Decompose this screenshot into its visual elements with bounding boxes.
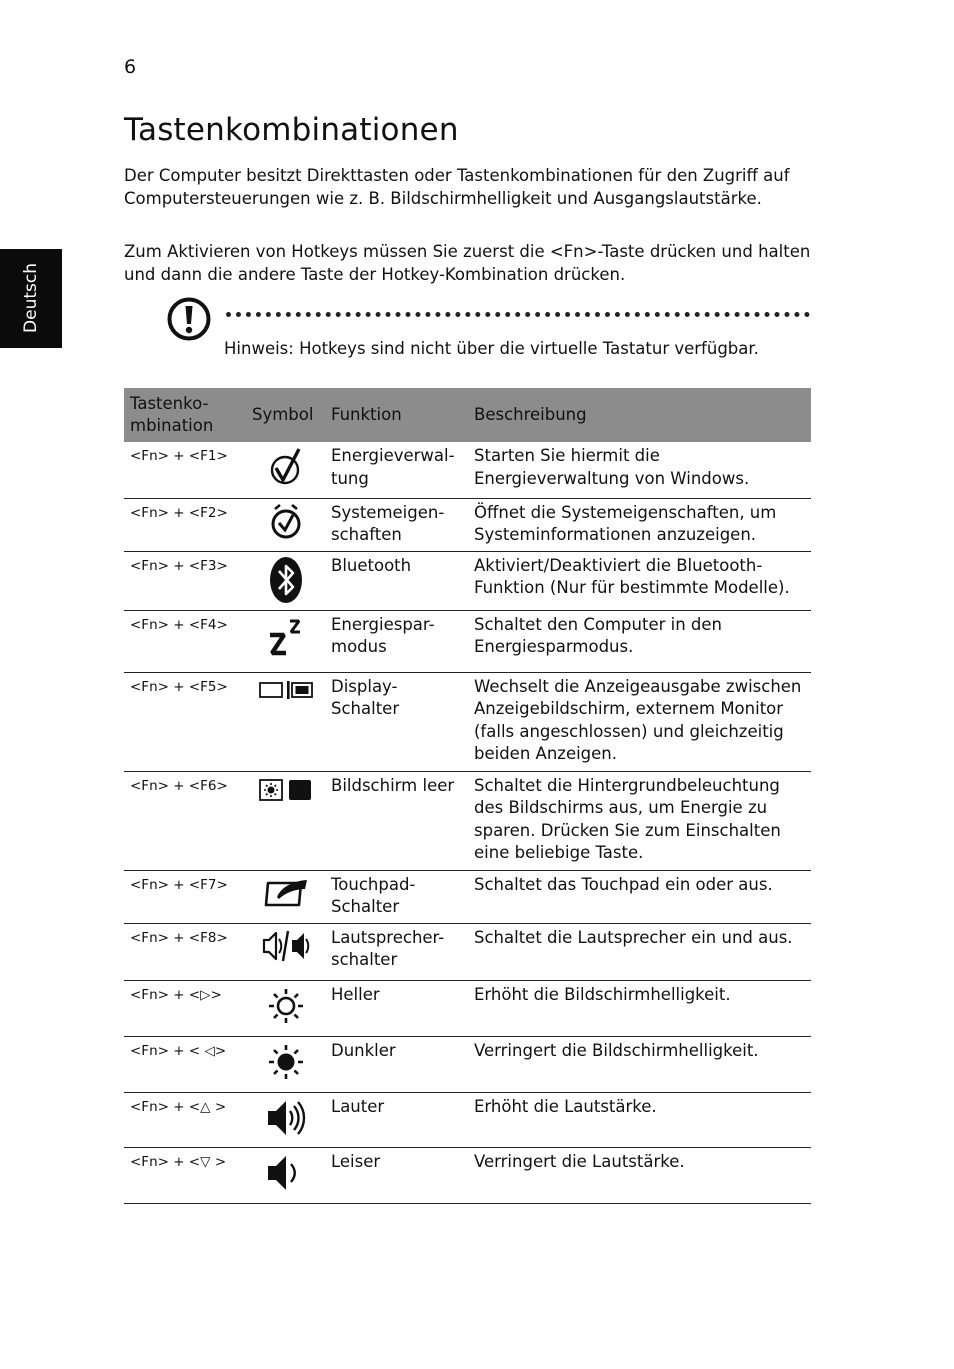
row-description: Erhöht die Lautstärke. bbox=[468, 1092, 811, 1147]
row-key: <Fn> + <F1> bbox=[124, 442, 246, 498]
row-key: <Fn> + <F3> bbox=[124, 551, 246, 610]
bluetooth-icon bbox=[269, 556, 303, 604]
hotkey-paragraph bbox=[124, 240, 814, 286]
touchpad-toggle-icon bbox=[263, 875, 309, 909]
row-key: <Fn> + <▽ > bbox=[124, 1147, 246, 1203]
speaker-toggle-icon bbox=[261, 928, 311, 964]
screen-blank-icon bbox=[258, 776, 314, 804]
row-function: Display- Schalter bbox=[325, 672, 468, 771]
hotkey-text-start: Zum Aktivieren von Hotkeys müssen Sie zuerst die bbox=[124, 242, 550, 261]
row-description: Starten Sie hiermit die Energieverwaltung von Windows. bbox=[468, 442, 811, 498]
row-key: <Fn> + <▷> bbox=[124, 980, 246, 1036]
row-key: <Fn> + <F6> bbox=[124, 771, 246, 870]
language-side-tab bbox=[0, 249, 62, 348]
row-function: Energieverwal- tung bbox=[325, 442, 468, 498]
table-header-row bbox=[124, 388, 811, 442]
table-row bbox=[124, 551, 811, 610]
table-row bbox=[124, 870, 811, 923]
table-row bbox=[124, 923, 811, 980]
sleep-icon bbox=[266, 615, 306, 657]
row-description: Aktiviert/Deaktiviert die Bluetooth-Funktion (Nur für bestimmte Modelle). bbox=[468, 551, 811, 610]
row-description: Schaltet die Hintergrundbeleuchtung des Bildschirms aus, um Energie zu sparen. Drücken Sie zum Einschalten eine beliebige Taste. bbox=[468, 771, 811, 870]
table-row bbox=[124, 442, 811, 498]
row-description: Verringert die Lautstärke. bbox=[468, 1147, 811, 1203]
side-tab-label: Deutsch bbox=[21, 263, 41, 333]
row-description: Öffnet die Systemeigenschaften, um Systeminformationen anzuzeigen. bbox=[468, 498, 811, 551]
row-function: Bildschirm leer bbox=[325, 771, 468, 870]
table-row bbox=[124, 1147, 811, 1203]
table-row bbox=[124, 980, 811, 1036]
power-management-icon bbox=[268, 446, 304, 488]
system-properties-icon bbox=[268, 503, 304, 541]
row-function: Heller bbox=[325, 980, 468, 1036]
row-function: Systemeigen- schaften bbox=[325, 498, 468, 551]
table-row bbox=[124, 610, 811, 672]
row-key: <Fn> + <F7> bbox=[124, 870, 246, 923]
row-function: Leiser bbox=[325, 1147, 468, 1203]
intro-paragraph: Der Computer besitzt Direkttasten oder Tastenkombinationen für den Zugriff auf Computersteuerungen wie z. B. Bildschirmhelligkeit und Ausgangslautstärke. bbox=[124, 166, 790, 208]
row-description: Wechselt die Anzeigeausgabe zwischen Anzeigebildschirm, externem Monitor (falls angeschlossen) und gleichzeitig beiden Anzeigen. bbox=[468, 672, 811, 771]
row-description: Verringert die Bildschirmhelligkeit. bbox=[468, 1036, 811, 1092]
row-key: <Fn> + <F8> bbox=[124, 923, 246, 980]
hotkey-text-end: -Taste drücken und halten und dann die andere Taste der Hotkey-Kombination drücken. bbox=[124, 242, 811, 284]
table-row bbox=[124, 672, 811, 771]
header-symbol: Symbol bbox=[246, 388, 325, 442]
volume-down-icon bbox=[264, 1152, 308, 1194]
row-function: Bluetooth bbox=[325, 551, 468, 610]
row-key: <Fn> + <F4> bbox=[124, 610, 246, 672]
note-body: : Hotkeys sind nicht über die virtuelle Tastatur verfügbar. bbox=[288, 339, 759, 358]
page-title: Tastenkombinationen bbox=[124, 112, 459, 148]
row-key: <Fn> + < ◁> bbox=[124, 1036, 246, 1092]
header-function: Funktion bbox=[325, 388, 468, 442]
row-function: Dunkler bbox=[325, 1036, 468, 1092]
row-function: Lautsprecher- schalter bbox=[325, 923, 468, 980]
row-key: <Fn> + <F2> bbox=[124, 498, 246, 551]
row-description: Erhöht die Bildschirmhelligkeit. bbox=[468, 980, 811, 1036]
brightness-down-icon bbox=[266, 1041, 306, 1081]
row-function: Lauter bbox=[325, 1092, 468, 1147]
hotkey-table bbox=[124, 388, 811, 1204]
row-key: <Fn> + <△ > bbox=[124, 1092, 246, 1147]
row-function: Touchpad- Schalter bbox=[325, 870, 468, 923]
note-text bbox=[224, 337, 759, 360]
display-switch-icon bbox=[258, 677, 314, 703]
page-number: 6 bbox=[124, 56, 137, 78]
table-row bbox=[124, 498, 811, 551]
header-description: Beschreibung bbox=[468, 388, 811, 442]
row-key: <Fn> + <F5> bbox=[124, 672, 246, 771]
brightness-up-icon bbox=[266, 985, 306, 1025]
row-description: Schaltet die Lautsprecher ein und aus. bbox=[468, 923, 811, 980]
row-description: Schaltet das Touchpad ein oder aus. bbox=[468, 870, 811, 923]
fn-key-label: <Fn> bbox=[549, 242, 598, 261]
volume-up-icon bbox=[264, 1097, 308, 1139]
table-row bbox=[124, 1036, 811, 1092]
header-combination: Tastenko- mbination bbox=[124, 388, 246, 442]
row-description: Schaltet den Computer in den Energiesparmodus. bbox=[468, 610, 811, 672]
exclamation-icon bbox=[166, 296, 212, 342]
table-row bbox=[124, 771, 811, 870]
note-label: Hinweis bbox=[224, 339, 289, 358]
row-function: Energiespar- modus bbox=[325, 610, 468, 672]
note-divider bbox=[226, 312, 810, 317]
table-row bbox=[124, 1092, 811, 1147]
